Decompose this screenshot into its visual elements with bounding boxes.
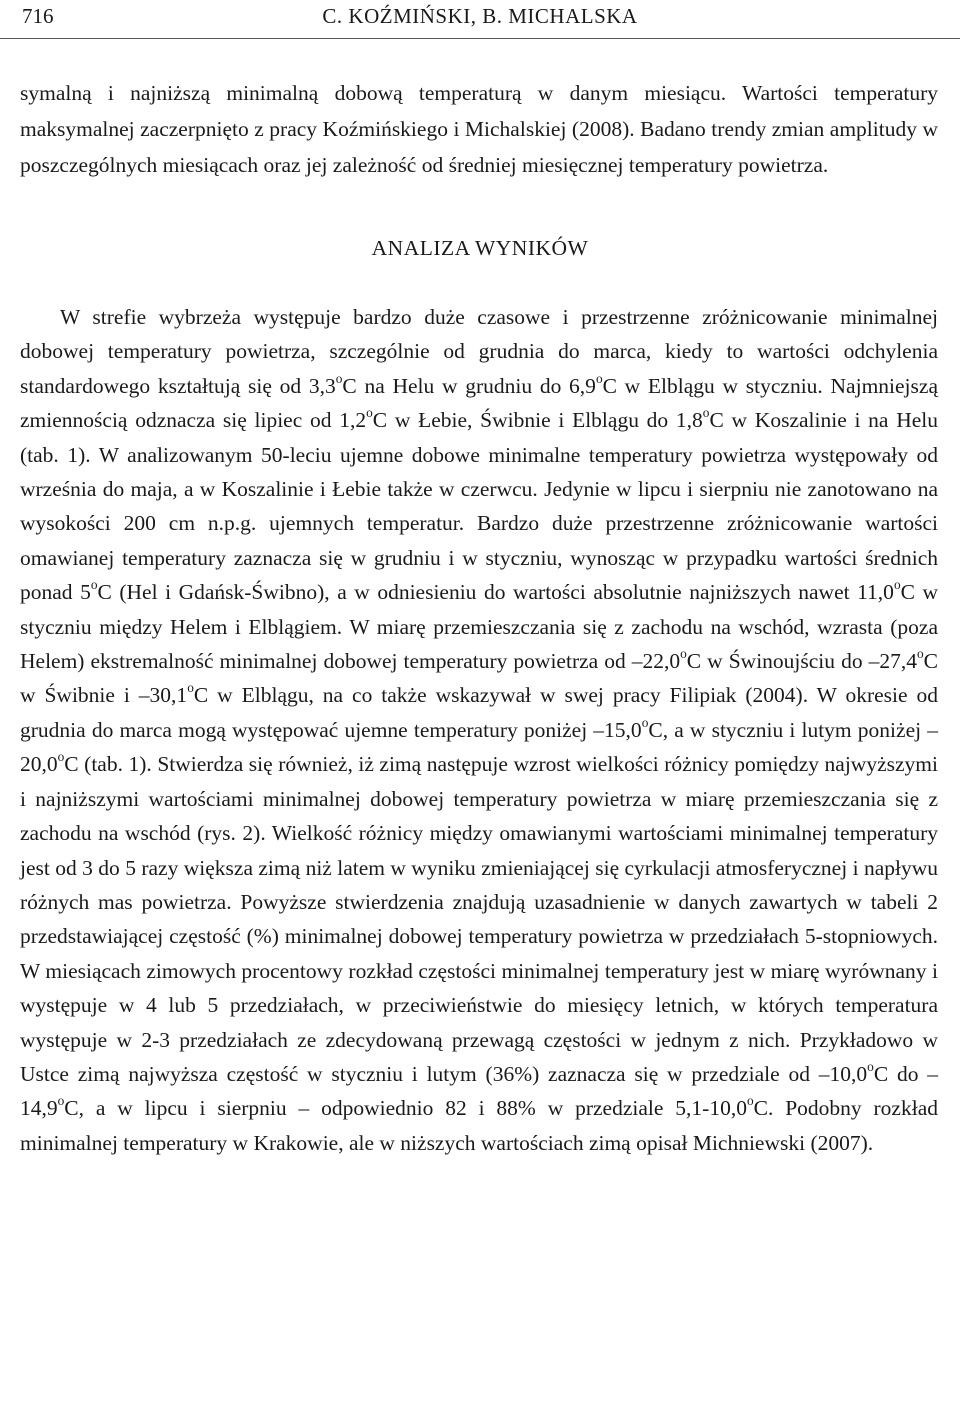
body-text-segment: C w Świbnie i –30,1 <box>20 649 938 708</box>
body-text-segment: C (tab. 1). Stwierdza się również, iż zimą następuje wzrost wielkości różnicy pomiędzy najwyższymi i najniższymi wartościami minimalnej dobowej temperatury powietrza w miarę przemieszczania się z zachodu na wschód (rys. 2). Wielkość różnicy między omawianymi wartościami minimalnej temperatury jest od 3 do 5 razy większa zimą niż latem w wyniku zmieniającej się cyrkulacji atmosferycznej i napływu różnych mas powietrza. Powyższe stwierdzenia znajdują uzasadnienie w danych zawartych w tabeli 2 przedstawiającej częstość (%) minimalnej dobowej temperatury powietrza w przedziałach 5-stopniowych. W miesiącach zimowych procentowy rozkład częstości minimalnej temperatury jest w miarę wyrównany i występuje w 4 lub 5 przedziałach, w przeciwieństwie do miesięcy letnich, w których temperatura występuje w 2-3 przedziałach ze zdecydowaną przewagą częstości w jednym z nich. Przykładowo w Ustce zimą najwyższa częstość w styczniu i lutym (36%) zaznacza się w przedziale od –10,0 <box>20 752 938 1086</box>
degree-superscript: o <box>641 714 649 730</box>
degree-superscript: o <box>366 405 373 421</box>
body-text-segment: W strefie wybrzeża występuje bardzo duże czasowe i przestrzenne zróżnicowanie minimalnej dobowej temperatury powietrza, szczególnie od grudnia do marca, kiedy to wartości odchylenia standardowego kształtują się od 3,3 <box>20 305 938 398</box>
degree-superscript: o <box>335 370 343 386</box>
body-text-segment: C w Elblągu w styczniu. Najmniejszą zmiennością odznacza się lipiec od 1,2 <box>20 373 938 433</box>
body-text-segment: C w Świnoujściu do –27,4 <box>686 649 917 674</box>
degree-superscript: o <box>57 1093 65 1109</box>
degree-superscript: o <box>595 370 603 386</box>
page-number: 716 <box>22 4 54 28</box>
body-text-segment: C w Elblągu, na co także wskazywał w swej pracy Filipiak (2004). W okresie od grudnia do marca mogą występować ujemne temperatury poniżej –15,0 <box>20 683 938 742</box>
body-text-segment: C, a w styczniu i lutym poniżej –20,0 <box>20 717 938 777</box>
body-text-segment: C w styczniu między Helem i Elblągiem. W miarę przemieszczania się z zachodu na wschód, wzrasta (poza Helem) ekstremalność minimalnej dobowej temperatury powietrza od –22,0 <box>20 580 938 674</box>
section-heading: ANALIZA WYNIKÓW <box>371 236 589 260</box>
page-header <box>0 4 960 32</box>
degree-superscript: o <box>867 1058 874 1074</box>
degree-superscript: o <box>90 577 98 593</box>
body-text-segment: C do –14,9 <box>20 1061 938 1121</box>
body-text-segment: C na Helu w grudniu do 6,9 <box>342 373 596 398</box>
degree-superscript: o <box>916 646 924 662</box>
body-text-segment: C, a w lipcu i sierpniu – odpowiednio 82 i 88% w przedziale 5,1-10,0 <box>64 1096 747 1121</box>
degree-superscript: o <box>746 1093 754 1109</box>
body-text-segment: C. Podobny rozkład minimalnej temperatury w Krakowie, ale w niższych wartościach zimą opisał Michniewski (2007). <box>20 1096 938 1155</box>
body-text-segment: C w Koszalinie i na Helu (tab. 1). W analizowanym 50-leciu ujemne dobowe minimalne temperatury powietrza występowały od września do maja, a w Koszalinie i Łebie także w czerwcu. Jedynie w lipcu i sierpniu nie zanotowano na wysokości 200 cm n.p.g. ujemnych temperatur. Bardzo duże przestrzenne zróżnicowanie wartości omawianej temperatury zaznacza się w grudniu i w styczniu, wynosząc w przypadku wartości średnich ponad 5 <box>20 408 938 605</box>
body-text-segment: C w Łebie, Świbnie i Elblągu do 1,8 <box>372 408 703 433</box>
body-text-segment: C (Hel i Gdańsk-Świbno), a w odniesieniu do wartości absolutnie najniższych nawet 11,0 <box>97 580 894 605</box>
header-rule <box>0 38 960 39</box>
degree-superscript: o <box>702 405 710 421</box>
degree-superscript: o <box>680 646 687 662</box>
intro-paragraph: symalną i najniższą minimalną dobową temperaturą w danym miesiącu. Wartości temperatury maksymalnej zaczerpnięto z pracy Koźmińskiego i Michalskiej (2008). Badano trendy zmian amplitudy w poszczególnych miesiącach oraz jej zależność od średniej miesięcznej temperatury powietrza. <box>20 81 938 177</box>
running-head: C. KOŹMIŃSKI, B. MICHALSKA <box>322 4 638 28</box>
degree-superscript: o <box>187 680 194 696</box>
degree-superscript: o <box>57 749 65 765</box>
body-paragraph <box>20 300 938 1160</box>
degree-superscript: o <box>893 577 901 593</box>
